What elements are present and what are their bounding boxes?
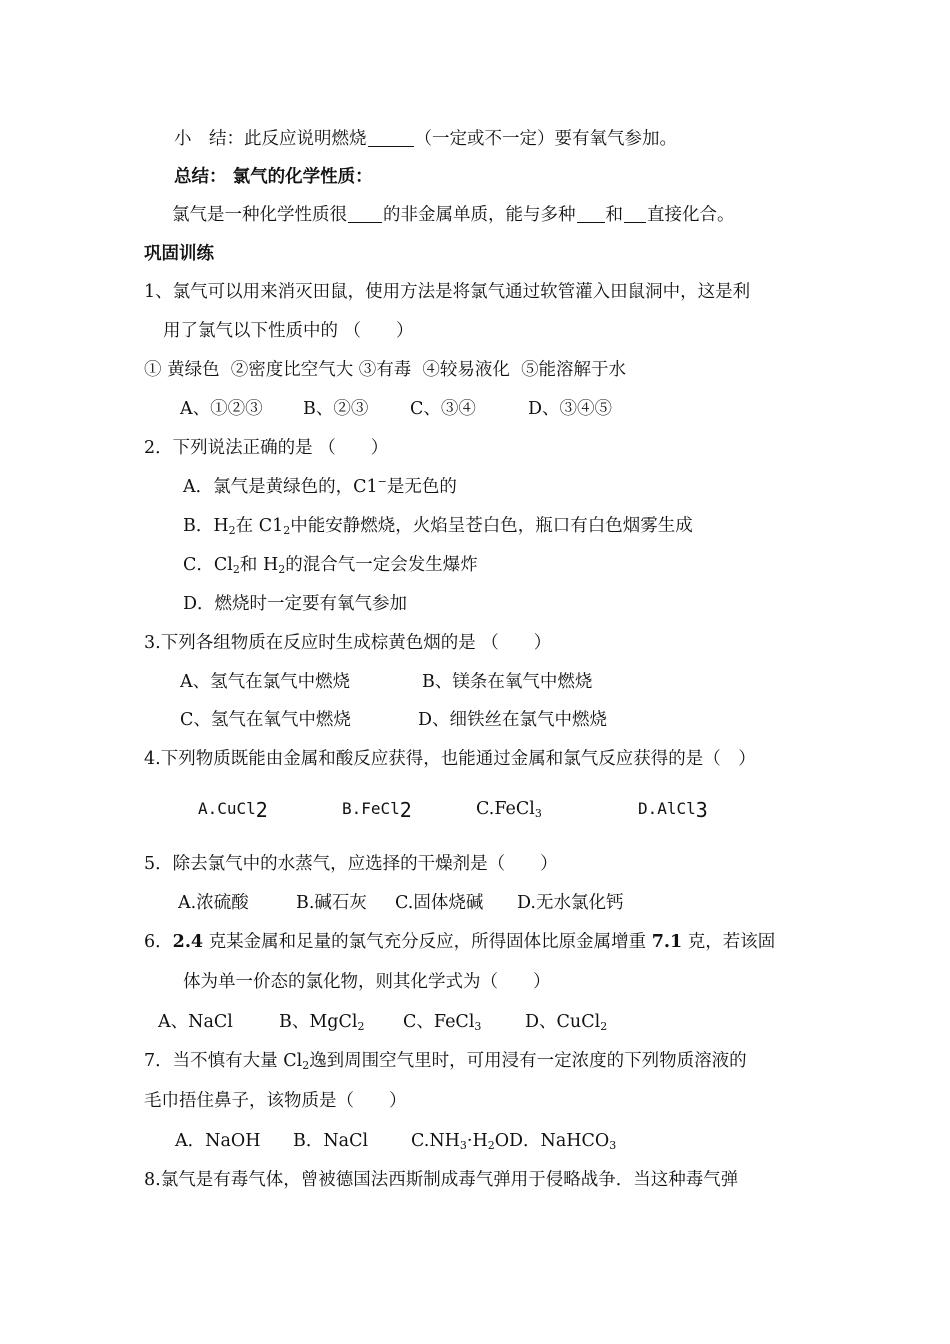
subscript: 2 [232, 563, 240, 576]
subscript: 2 [600, 1020, 608, 1033]
q1-option-c: C、③④ [410, 399, 476, 419]
q1-option-a: A、①②③ [180, 399, 263, 419]
q4-stem: 4.下列物质既能由金属和酸反应获得，也能通过金属和氯气反应获得的是（ ） [144, 749, 756, 769]
q5-option-d: D.无水氯化钙 [517, 893, 624, 913]
q1-option-b: B、②③ [303, 399, 369, 419]
subscript: 3 [474, 1020, 482, 1033]
q1-prop: ① 黄绿色 [144, 360, 220, 380]
subscript: 3 [695, 798, 708, 822]
q4-option-a: A.CuCl [198, 799, 256, 818]
text: 克，若该固 [682, 932, 776, 952]
chlorine-property-line [172, 203, 735, 227]
q2-option-d: D．燃烧时一定要有氧气参加 [183, 594, 408, 614]
conclusion-heading [174, 165, 373, 189]
text: O [494, 1131, 510, 1151]
superscript: − [377, 475, 387, 488]
q4-option-c: C.FeCl [476, 799, 535, 819]
q4-option-b: B.FeCl [342, 799, 400, 818]
text: 氯气是一种化学性质很 [172, 205, 347, 225]
answer-blank [624, 206, 646, 223]
q1-prop: ②密度比空气大 [230, 360, 354, 380]
summary-text: 此反应说明燃烧 [244, 129, 367, 149]
text: 7．当不慎有大量 Cl [144, 1051, 303, 1071]
q1-prop: ④较易液化 [422, 360, 510, 380]
q5-option-a: A.浓硫酸 [178, 893, 249, 913]
q3-options-cd [180, 708, 607, 732]
text: 直接化合。 [647, 205, 735, 225]
answer-blank [348, 206, 382, 223]
q7-option-b: B．NaCl [293, 1131, 369, 1151]
q3-options-ab [180, 670, 592, 694]
q6-option-a: A、NaCl [158, 1012, 233, 1032]
q3-option-b: B、镁条在氧气中燃烧 [422, 672, 593, 692]
summary-line [174, 127, 677, 151]
q5-option-b: B.碱石灰 [296, 893, 367, 913]
q1-line1: 1、氯气可以用来消灭田鼠，使用方法是将氯气通过软管灌入田鼠洞中，这是利 [144, 282, 751, 302]
text: B．H [183, 516, 229, 536]
text: 是无色的 [386, 477, 457, 497]
q1-prop: ⑤能溶解于水 [521, 360, 627, 380]
q6-options [158, 1010, 607, 1034]
q1-line2: 用了氯气以下性质中的 （ ） [163, 321, 414, 341]
q2-option-b [183, 514, 693, 538]
q7-option-a: A．NaOH [175, 1131, 261, 1151]
q5-stem: 5．除去氯气中的水蒸气，应选择的干燥剂是（ ） [144, 854, 558, 874]
subscript: 2 [487, 1139, 495, 1152]
summary-text-tail: （一定或不一定）要有氧气参加。 [414, 129, 677, 149]
text: 克某金属和足量的氯气充分反应，所得固体比原金属增重 [203, 932, 652, 952]
answer-blank [368, 130, 414, 147]
subscript: 2 [255, 798, 268, 822]
q3-option-d: D、细铁丝在氯气中燃烧 [418, 710, 608, 730]
q1-prop: ③有毒 [358, 360, 412, 380]
text: 在 C1 [235, 516, 284, 536]
text: 的混合气一定会发生爆炸 [285, 555, 478, 575]
summary-label: 小 结： [174, 129, 244, 149]
text: 的非金属单质，能与多种 [383, 205, 576, 225]
text: A．氯气是黄绿色的，C1 [183, 477, 378, 497]
q7-line1 [144, 1049, 747, 1073]
q5-options [178, 891, 623, 915]
text: C．Cl [183, 555, 233, 575]
text: 和 H [239, 555, 279, 575]
subscript: 3 [609, 1139, 617, 1152]
subscript: 3 [534, 807, 542, 820]
conclusion-title: 氯气的化学性质： [232, 167, 373, 187]
q3-option-a: A、氢气在氯气中燃烧 [180, 672, 351, 692]
answer-blank [577, 206, 605, 223]
q4-option-d: D.AlCl [638, 799, 696, 818]
value: 2.4 [172, 932, 204, 952]
q2-option-a [183, 475, 457, 499]
text: 和 [605, 205, 623, 225]
subscript: 2 [357, 1020, 365, 1033]
text: ·H [466, 1131, 488, 1151]
q3-option-c: C、氢气在氧气中燃烧 [180, 710, 351, 730]
subscript: 2 [278, 563, 286, 576]
q1-option-d: D、③④⑤ [528, 399, 613, 419]
section-title: 巩固训练 [144, 244, 214, 264]
subscript: 3 [459, 1139, 467, 1152]
q1-props [144, 358, 626, 382]
q1-options [180, 397, 612, 421]
q7-line2: 毛巾捂住鼻子，该物质是（ ） [144, 1091, 407, 1111]
q6-line1 [144, 930, 775, 954]
q6-line2: 体为单一价态的氯化物，则其化学式为（ ） [183, 972, 551, 992]
subscript: 2 [399, 798, 412, 822]
q2-option-c [183, 553, 478, 577]
q7-option-c: C.NH [411, 1131, 460, 1151]
q7-options [175, 1129, 616, 1153]
subscript: 2 [302, 1059, 310, 1072]
q6-option-d: D、CuCl [525, 1012, 601, 1032]
q3-stem: 3.下列各组物质在反应时生成棕黄色烟的是 （ ） [144, 633, 552, 653]
subscript: 2 [228, 524, 236, 537]
q6-option-c: C、FeCl [403, 1012, 475, 1032]
text: 6． [144, 932, 173, 952]
q2-stem: 2．下列说法正确的是 （ ） [144, 438, 389, 458]
conclusion-label: 总结： [174, 167, 227, 187]
q5-option-c: C.固体烧碱 [395, 893, 484, 913]
subscript: 2 [283, 524, 291, 537]
q4-options [198, 797, 708, 822]
q8-line1: 8.氯气是有毒气体，曾被德国法西斯制成毒气弹用于侵略战争．当这种毒气弹 [144, 1170, 739, 1190]
text: 中能安静燃烧，火焰呈苍白色，瓶口有白色烟雾生成 [290, 516, 693, 536]
q7-option-d: D．NaHCO [509, 1131, 610, 1151]
text: 逸到周围空气里时，可用浸有一定浓度的下列物质溶液的 [309, 1051, 747, 1071]
value: 7.1 [651, 932, 683, 952]
q6-option-b: B、MgCl [279, 1012, 358, 1032]
